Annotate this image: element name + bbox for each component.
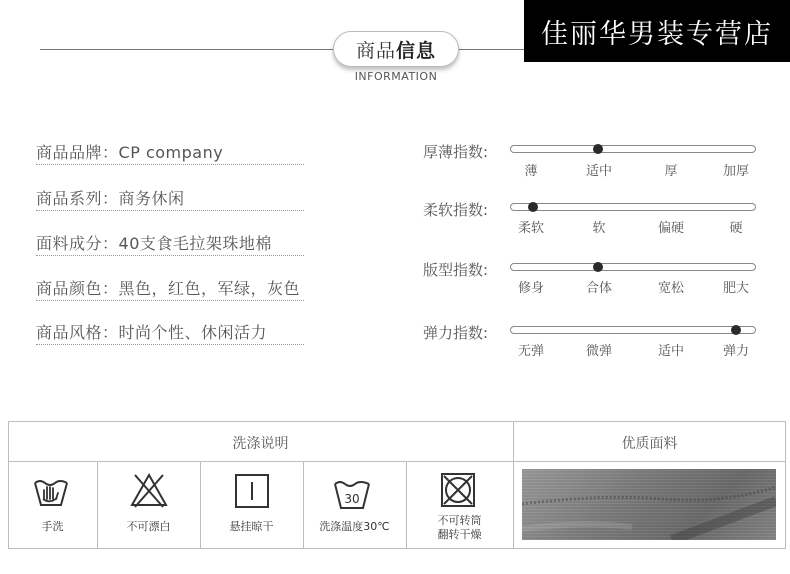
index-label: 版型指数: [423,261,489,279]
hand-wash-icon [32,475,70,511]
fabric-swatch-image [522,469,776,540]
care-label: 翻转干燥 [437,528,482,541]
info-label: 商品品牌 [36,143,103,162]
table-divider [200,461,201,549]
index-option: 适中 [657,344,684,359]
care-label: 不可漂白 [126,520,171,533]
index-option: 肥大 [722,281,749,296]
index-option: 宽松 [657,281,684,296]
table-divider [8,461,786,462]
info-label: 商品风格 [36,323,103,342]
index-option: 微弹 [585,344,612,359]
index-option: 弹力 [722,344,749,359]
info-row-colors: 商品颜色：黑色，红色，军绿，灰色 [36,276,304,301]
wash-30-icon [333,478,371,514]
index-track [510,145,756,153]
fabric-heading: 优质面料 [621,436,678,452]
index-label: 厚薄指数: [423,143,489,161]
info-value: 40支食毛拉架珠地棉 [118,234,272,253]
table-divider [303,461,304,549]
no-bleach-icon [130,472,168,508]
info-row-series: 商品系列：商务休闲 [36,186,304,211]
hang-dry-icon [233,473,271,509]
index-option: 硬 [729,221,743,236]
index-option: 柔软 [517,221,544,236]
section-subtitle: INFORMATION [354,70,438,83]
index-track [510,326,756,334]
index-marker [731,325,741,335]
info-value: 黑色，红色，军绿，灰色 [118,279,301,298]
index-option: 适中 [585,164,612,179]
store-name-badge: 佳丽华男装专营店 [524,0,790,62]
info-label: 商品颜色 [36,279,103,298]
index-option: 合体 [585,281,612,296]
index-option: 厚 [664,164,678,179]
info-value: 时尚个性、休闲活力 [118,323,268,342]
section-title-plain: 商品 [355,39,396,62]
index-track [510,203,756,211]
info-value: 商务休闲 [118,189,185,208]
no-tumble-dry-icon [439,473,477,509]
index-marker [593,144,603,154]
index-option: 薄 [524,164,538,179]
index-marker [528,202,538,212]
info-row-style: 商品风格：时尚个性、休闲活力 [36,320,304,345]
index-option: 加厚 [722,164,749,179]
care-label: 不可转筒 [437,514,482,527]
info-label: 商品系列 [36,189,103,208]
section-title-bold: 信息 [396,39,437,62]
info-row-material: 面料成分：40支食毛拉架珠地棉 [36,231,304,256]
info-row-brand: 商品品牌：CP company [36,140,304,165]
index-option: 无弹 [517,344,544,359]
index-option: 偏硬 [657,221,684,236]
header-rule-right [459,49,525,50]
info-label: 面料成分 [36,234,103,253]
index-option: 修身 [517,281,544,296]
index-marker [593,262,603,272]
section-title [333,31,459,67]
index-track [510,263,756,271]
table-divider [97,461,98,549]
wash-temp: 30 [344,492,360,506]
care-label: 手洗 [41,520,64,533]
index-option: 软 [592,221,606,236]
header-rule-left [40,49,333,50]
index-label: 弹力指数: [423,324,489,342]
care-heading: 洗涤说明 [232,436,289,452]
index-label: 柔软指数: [423,201,489,219]
care-label: 悬挂晾干 [229,520,274,533]
info-value: CP company [118,143,224,162]
care-label: 洗涤温度30℃ [319,520,390,533]
